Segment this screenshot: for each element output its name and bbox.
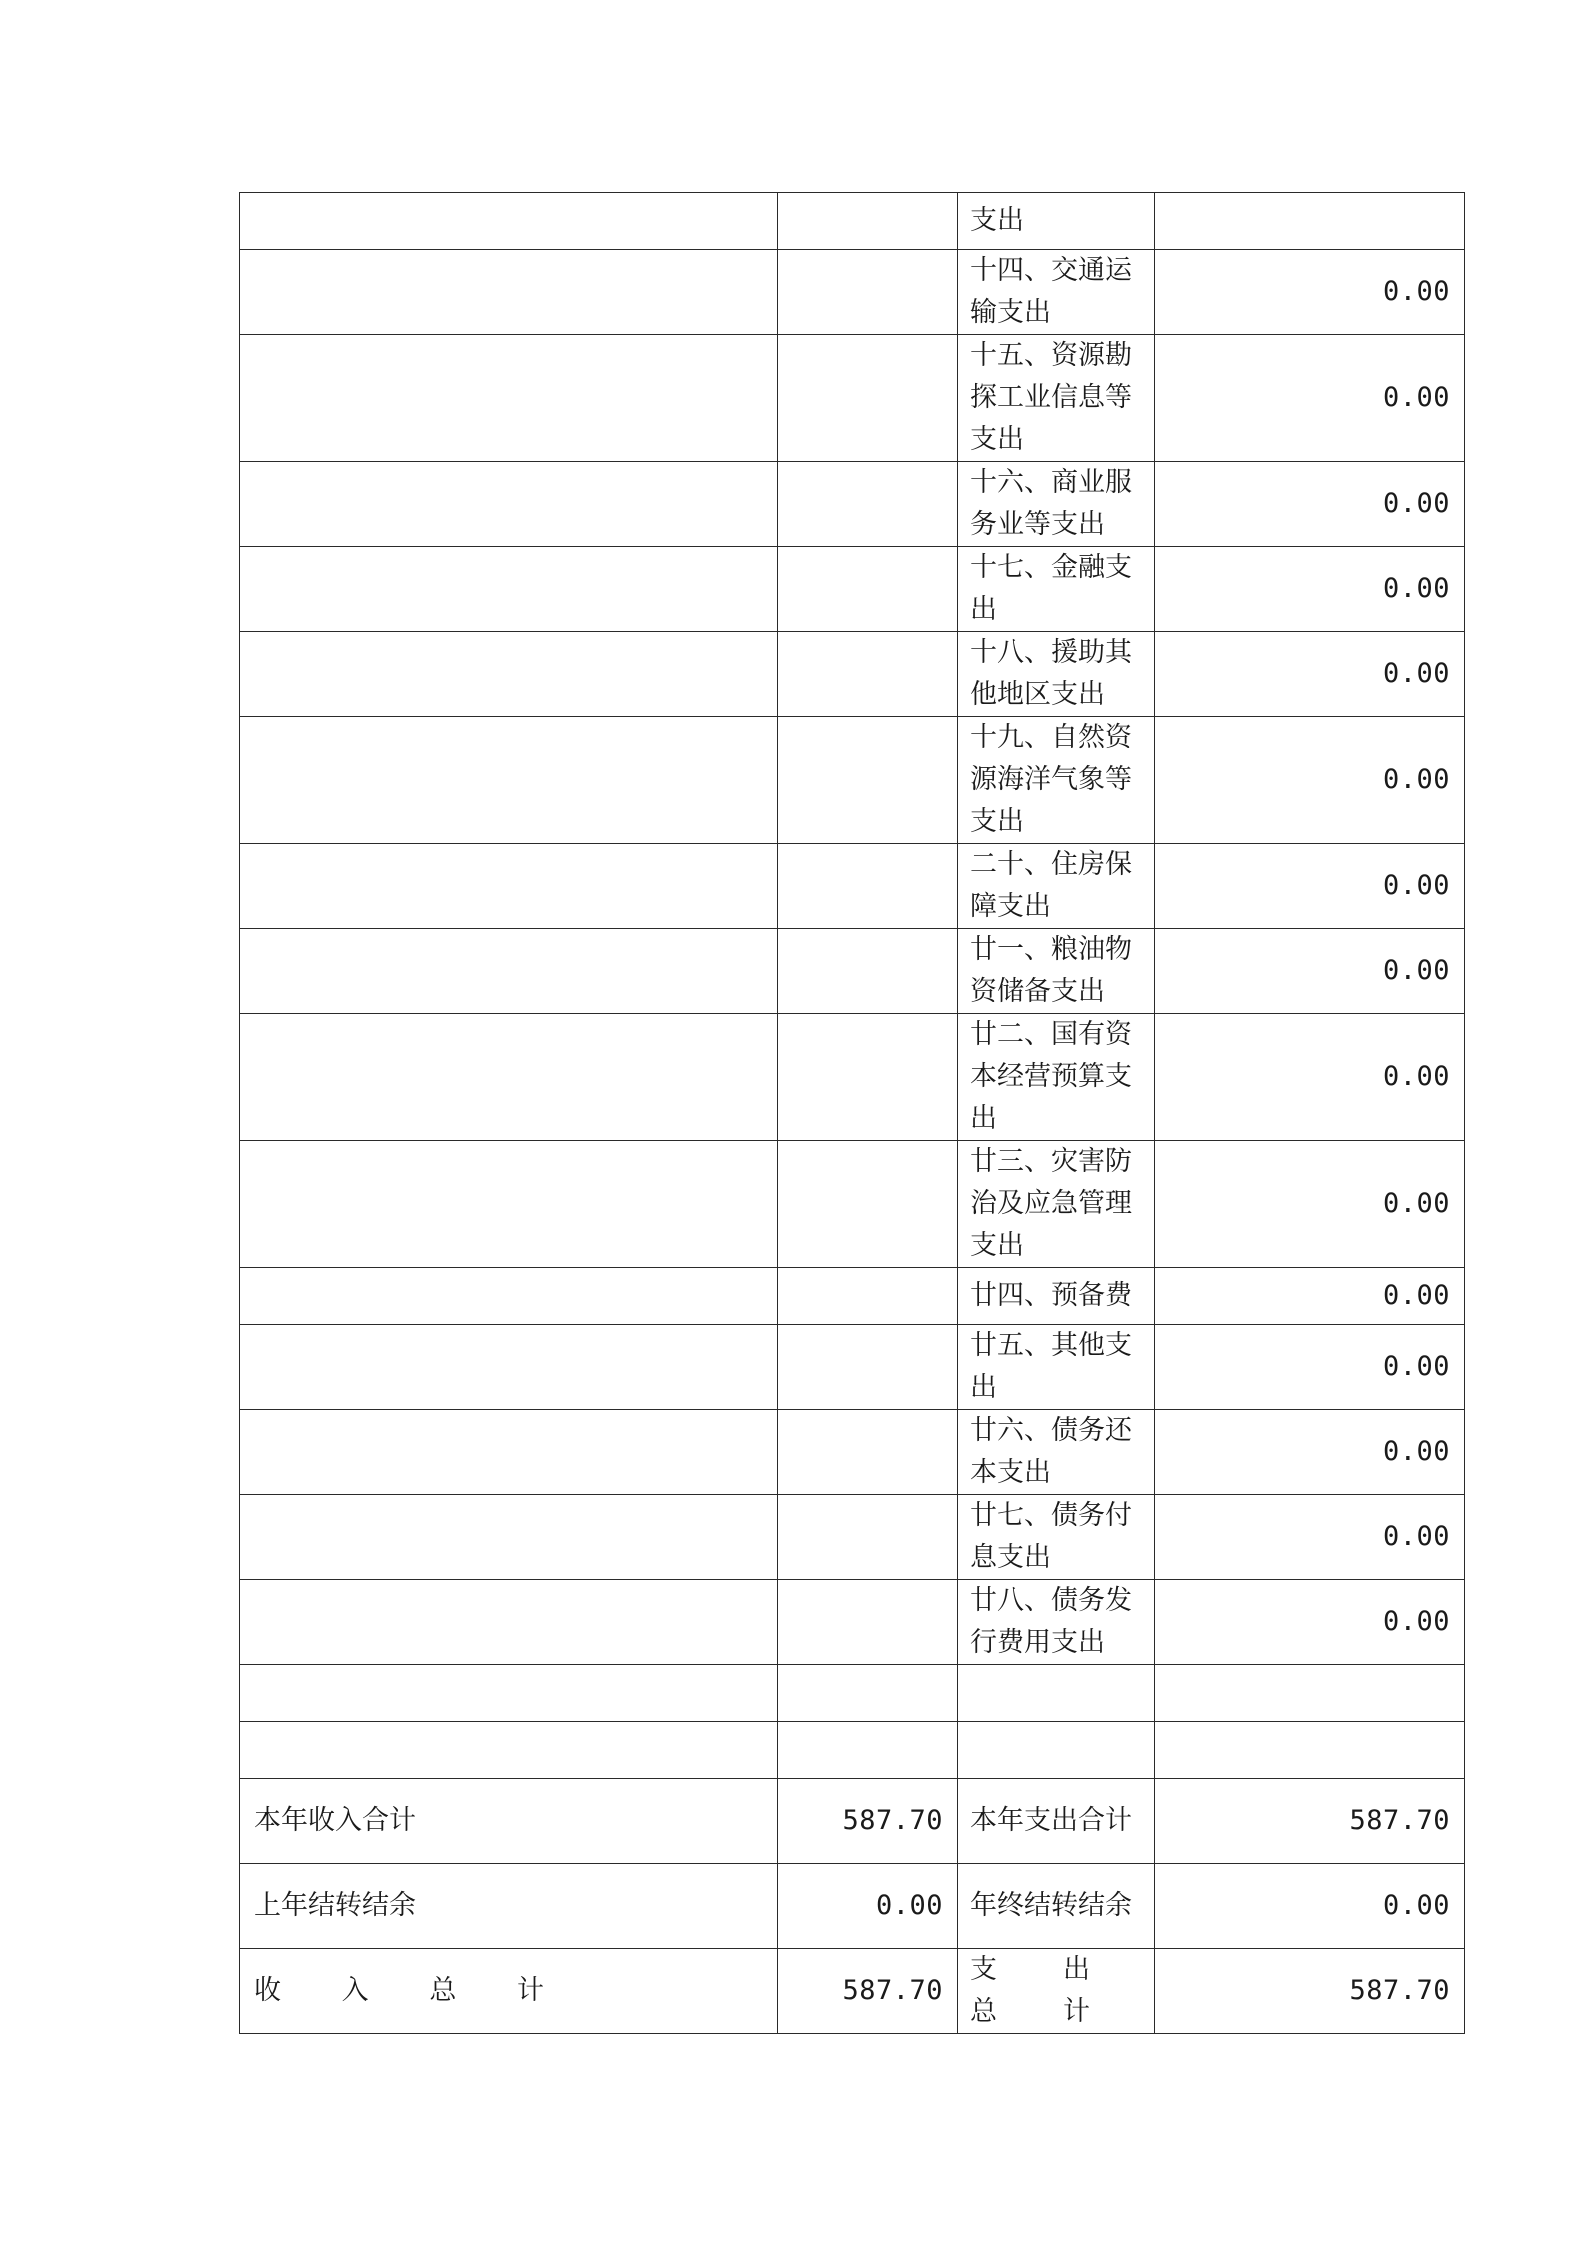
expense-item-cell: 廿四、预备费	[958, 1268, 1155, 1325]
expense-item-cell: 廿八、债务发行费用支出	[958, 1580, 1155, 1665]
expense-amount-cell: 0.00	[1155, 1014, 1465, 1141]
expense-item-cell: 廿七、债务付息支出	[958, 1495, 1155, 1580]
income-item-cell	[240, 1325, 778, 1410]
current-year-expense-label: 本年支出合计	[958, 1779, 1155, 1864]
income-amount-cell	[778, 632, 958, 717]
expense-item-cell: 支出	[958, 193, 1155, 250]
expense-item-cell: 廿三、灾害防治及应急管理支出	[958, 1141, 1155, 1268]
table-row	[240, 1014, 1465, 1141]
income-item-cell	[240, 250, 778, 335]
income-item-cell	[240, 1268, 778, 1325]
expense-amount-cell: 0.00	[1155, 632, 1465, 717]
expense-amount-cell: 0.00	[1155, 547, 1465, 632]
income-item-cell	[240, 929, 778, 1014]
income-amount-cell	[778, 1141, 958, 1268]
expense-amount-cell: 0.00	[1155, 1141, 1465, 1268]
income-item-cell	[240, 1141, 778, 1268]
expense-amount-cell: 0.00	[1155, 1268, 1465, 1325]
income-grand-total-label: 收 入 总 计	[240, 1949, 778, 2034]
income-amount-cell	[778, 193, 958, 250]
income-amount-cell	[778, 717, 958, 844]
carryover-row	[240, 1864, 1465, 1949]
expense-item-cell: 十六、商业服务业等支出	[958, 462, 1155, 547]
expense-amount-cell: 0.00	[1155, 844, 1465, 929]
current-year-income-amount: 587.70	[778, 1779, 958, 1864]
expense-item-cell: 二十、住房保障支出	[958, 844, 1155, 929]
expense-amount-cell: 0.00	[1155, 929, 1465, 1014]
income-amount-cell	[778, 250, 958, 335]
budget-table-page	[239, 192, 1464, 2034]
expense-amount-cell: 0.00	[1155, 1495, 1465, 1580]
expense-item-cell: 廿六、债务还本支出	[958, 1410, 1155, 1495]
empty-row	[240, 1665, 1465, 1722]
expense-item-cell: 十四、交通运输支出	[958, 250, 1155, 335]
table-row	[240, 250, 1465, 335]
expense-item-cell: 廿二、国有资本经营预算支出	[958, 1014, 1155, 1141]
income-item-cell	[240, 632, 778, 717]
expense-amount-cell: 0.00	[1155, 717, 1465, 844]
income-amount-cell	[778, 1268, 958, 1325]
income-item-cell	[240, 1014, 778, 1141]
expense-item-cell: 十七、金融支出	[958, 547, 1155, 632]
income-item-cell	[240, 1580, 778, 1665]
prior-year-carryover-label: 上年结转结余	[240, 1864, 778, 1949]
income-item-cell	[240, 547, 778, 632]
income-amount-cell	[778, 1580, 958, 1665]
expense-amount-cell: 0.00	[1155, 250, 1465, 335]
table-row	[240, 547, 1465, 632]
income-grand-total-amount: 587.70	[778, 1949, 958, 2034]
current-year-total-row	[240, 1779, 1465, 1864]
income-item-cell	[240, 717, 778, 844]
expense-item-cell: 廿五、其他支出	[958, 1325, 1155, 1410]
income-amount-cell	[778, 547, 958, 632]
table-row	[240, 1495, 1465, 1580]
expense-amount-cell: 0.00	[1155, 1410, 1465, 1495]
expense-amount-cell: 0.00	[1155, 462, 1465, 547]
income-item-cell	[240, 193, 778, 250]
expense-item-cell: 十九、自然资源海洋气象等支出	[958, 717, 1155, 844]
expense-amount-cell: 0.00	[1155, 335, 1465, 462]
income-expense-table	[239, 192, 1465, 2034]
income-amount-cell	[778, 1014, 958, 1141]
income-amount-cell	[778, 1325, 958, 1410]
income-amount-cell	[778, 1495, 958, 1580]
income-item-cell	[240, 1410, 778, 1495]
income-amount-cell	[778, 1410, 958, 1495]
table-row	[240, 335, 1465, 462]
table-row	[240, 1268, 1465, 1325]
income-amount-cell	[778, 335, 958, 462]
table-row	[240, 1580, 1465, 1665]
empty-row	[240, 1722, 1465, 1779]
grand-total-row	[240, 1949, 1465, 2034]
expense-grand-total-label: 支 出 总 计	[958, 1949, 1155, 2034]
expense-item-cell: 十五、资源勘探工业信息等支出	[958, 335, 1155, 462]
table-row	[240, 1325, 1465, 1410]
table-row	[240, 462, 1465, 547]
income-item-cell	[240, 844, 778, 929]
current-year-expense-amount: 587.70	[1155, 1779, 1465, 1864]
table-row	[240, 844, 1465, 929]
table-row	[240, 193, 1465, 250]
year-end-carryover-label: 年终结转结余	[958, 1864, 1155, 1949]
current-year-income-label: 本年收入合计	[240, 1779, 778, 1864]
income-amount-cell	[778, 844, 958, 929]
year-end-carryover-amount: 0.00	[1155, 1864, 1465, 1949]
income-item-cell	[240, 462, 778, 547]
expense-amount-cell	[1155, 193, 1465, 250]
expense-item-cell: 十八、援助其他地区支出	[958, 632, 1155, 717]
expense-amount-cell: 0.00	[1155, 1580, 1465, 1665]
table-row	[240, 632, 1465, 717]
table-row	[240, 717, 1465, 844]
table-row	[240, 929, 1465, 1014]
income-amount-cell	[778, 462, 958, 547]
income-item-cell	[240, 1495, 778, 1580]
expense-amount-cell: 0.00	[1155, 1325, 1465, 1410]
prior-year-carryover-amount: 0.00	[778, 1864, 958, 1949]
expense-grand-total-amount: 587.70	[1155, 1949, 1465, 2034]
expense-item-cell: 廿一、粮油物资储备支出	[958, 929, 1155, 1014]
income-amount-cell	[778, 929, 958, 1014]
table-row	[240, 1410, 1465, 1495]
table-row	[240, 1141, 1465, 1268]
income-item-cell	[240, 335, 778, 462]
